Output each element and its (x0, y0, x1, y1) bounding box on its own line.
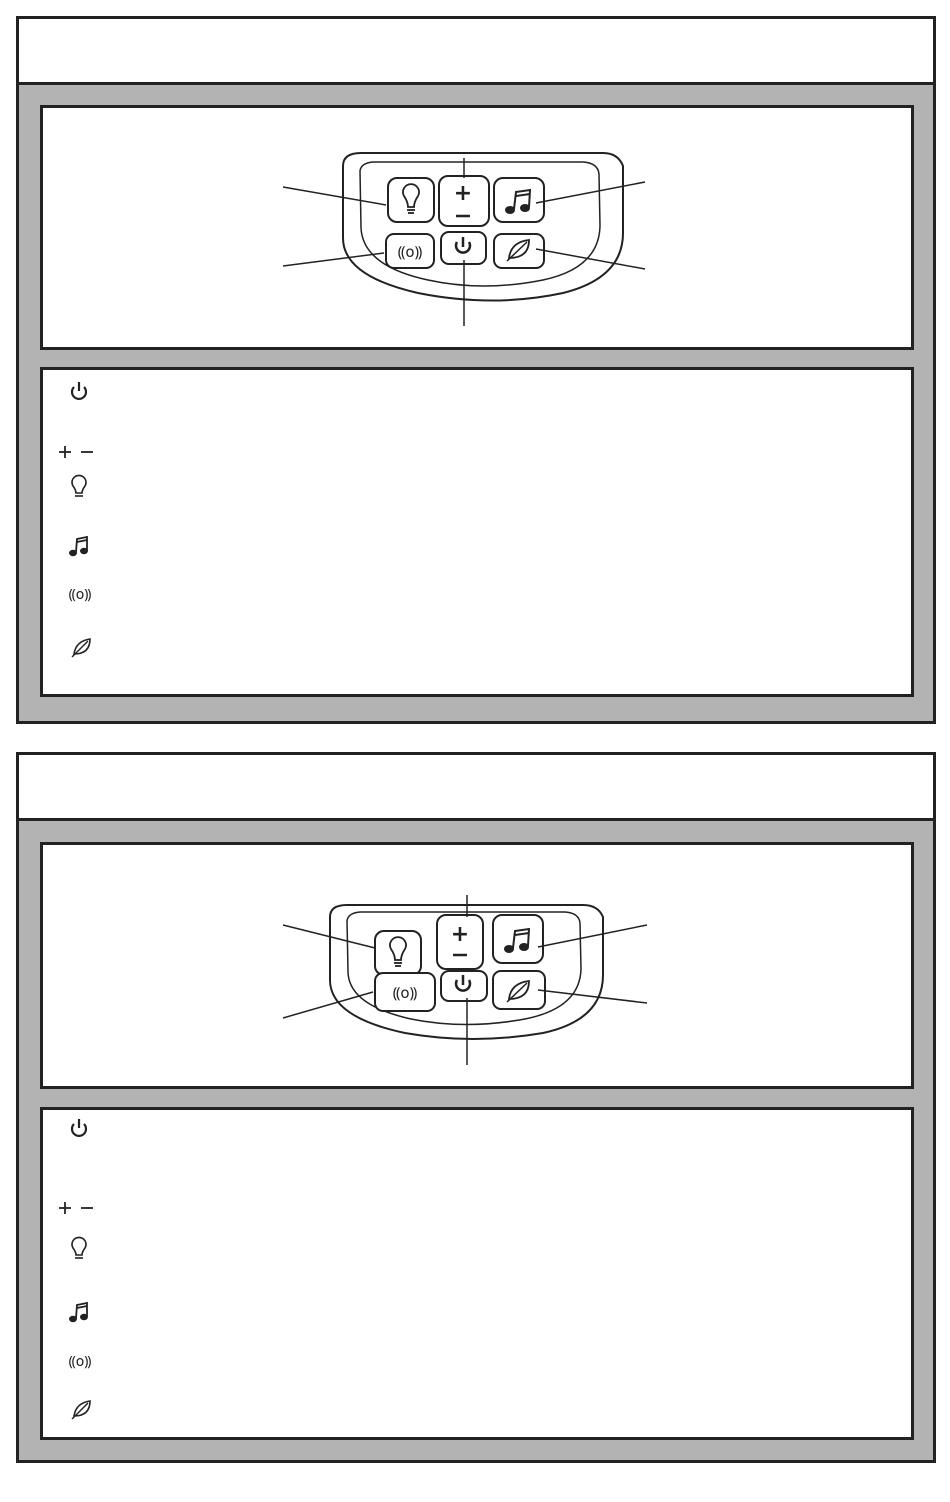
control-panel-bottom (16, 752, 936, 1463)
leaf-button (494, 234, 544, 268)
power-icon (53, 1115, 93, 1145)
plus-icon: + (450, 922, 470, 947)
panel-title (19, 755, 933, 821)
leaf-icon (53, 1394, 93, 1424)
svg-text:⸨o⸩: ⸨o⸩ (68, 587, 92, 603)
remote-diagram (40, 105, 914, 350)
plus-minus-icon (53, 1196, 103, 1226)
vibration-icon: ⸨o⸩ (397, 243, 423, 261)
legend-box (40, 367, 914, 697)
plus-icon: + (453, 181, 473, 206)
remote-diagram (40, 842, 914, 1089)
leaf-icon (53, 632, 93, 662)
music-button (493, 915, 543, 963)
power-icon (53, 378, 93, 408)
control-panel-top (16, 16, 936, 724)
light-bulb-icon (53, 470, 93, 500)
vibration-icon (53, 1347, 103, 1377)
plus-minus-icon (53, 440, 103, 470)
power-button (441, 232, 486, 264)
music-note-icon (53, 532, 93, 562)
remote-body-outline (343, 153, 623, 301)
legend-box (40, 1107, 914, 1440)
svg-text:⸨o⸩: ⸨o⸩ (68, 1354, 92, 1370)
panel-title (19, 19, 933, 85)
music-note-icon (53, 1298, 93, 1328)
music-button (494, 178, 544, 222)
remote-illustration (43, 845, 911, 1086)
vibration-icon (53, 580, 103, 610)
vibration-icon: ⸨o⸩ (392, 984, 418, 1002)
remote-illustration (43, 108, 911, 347)
light-bulb-icon (53, 1234, 93, 1264)
